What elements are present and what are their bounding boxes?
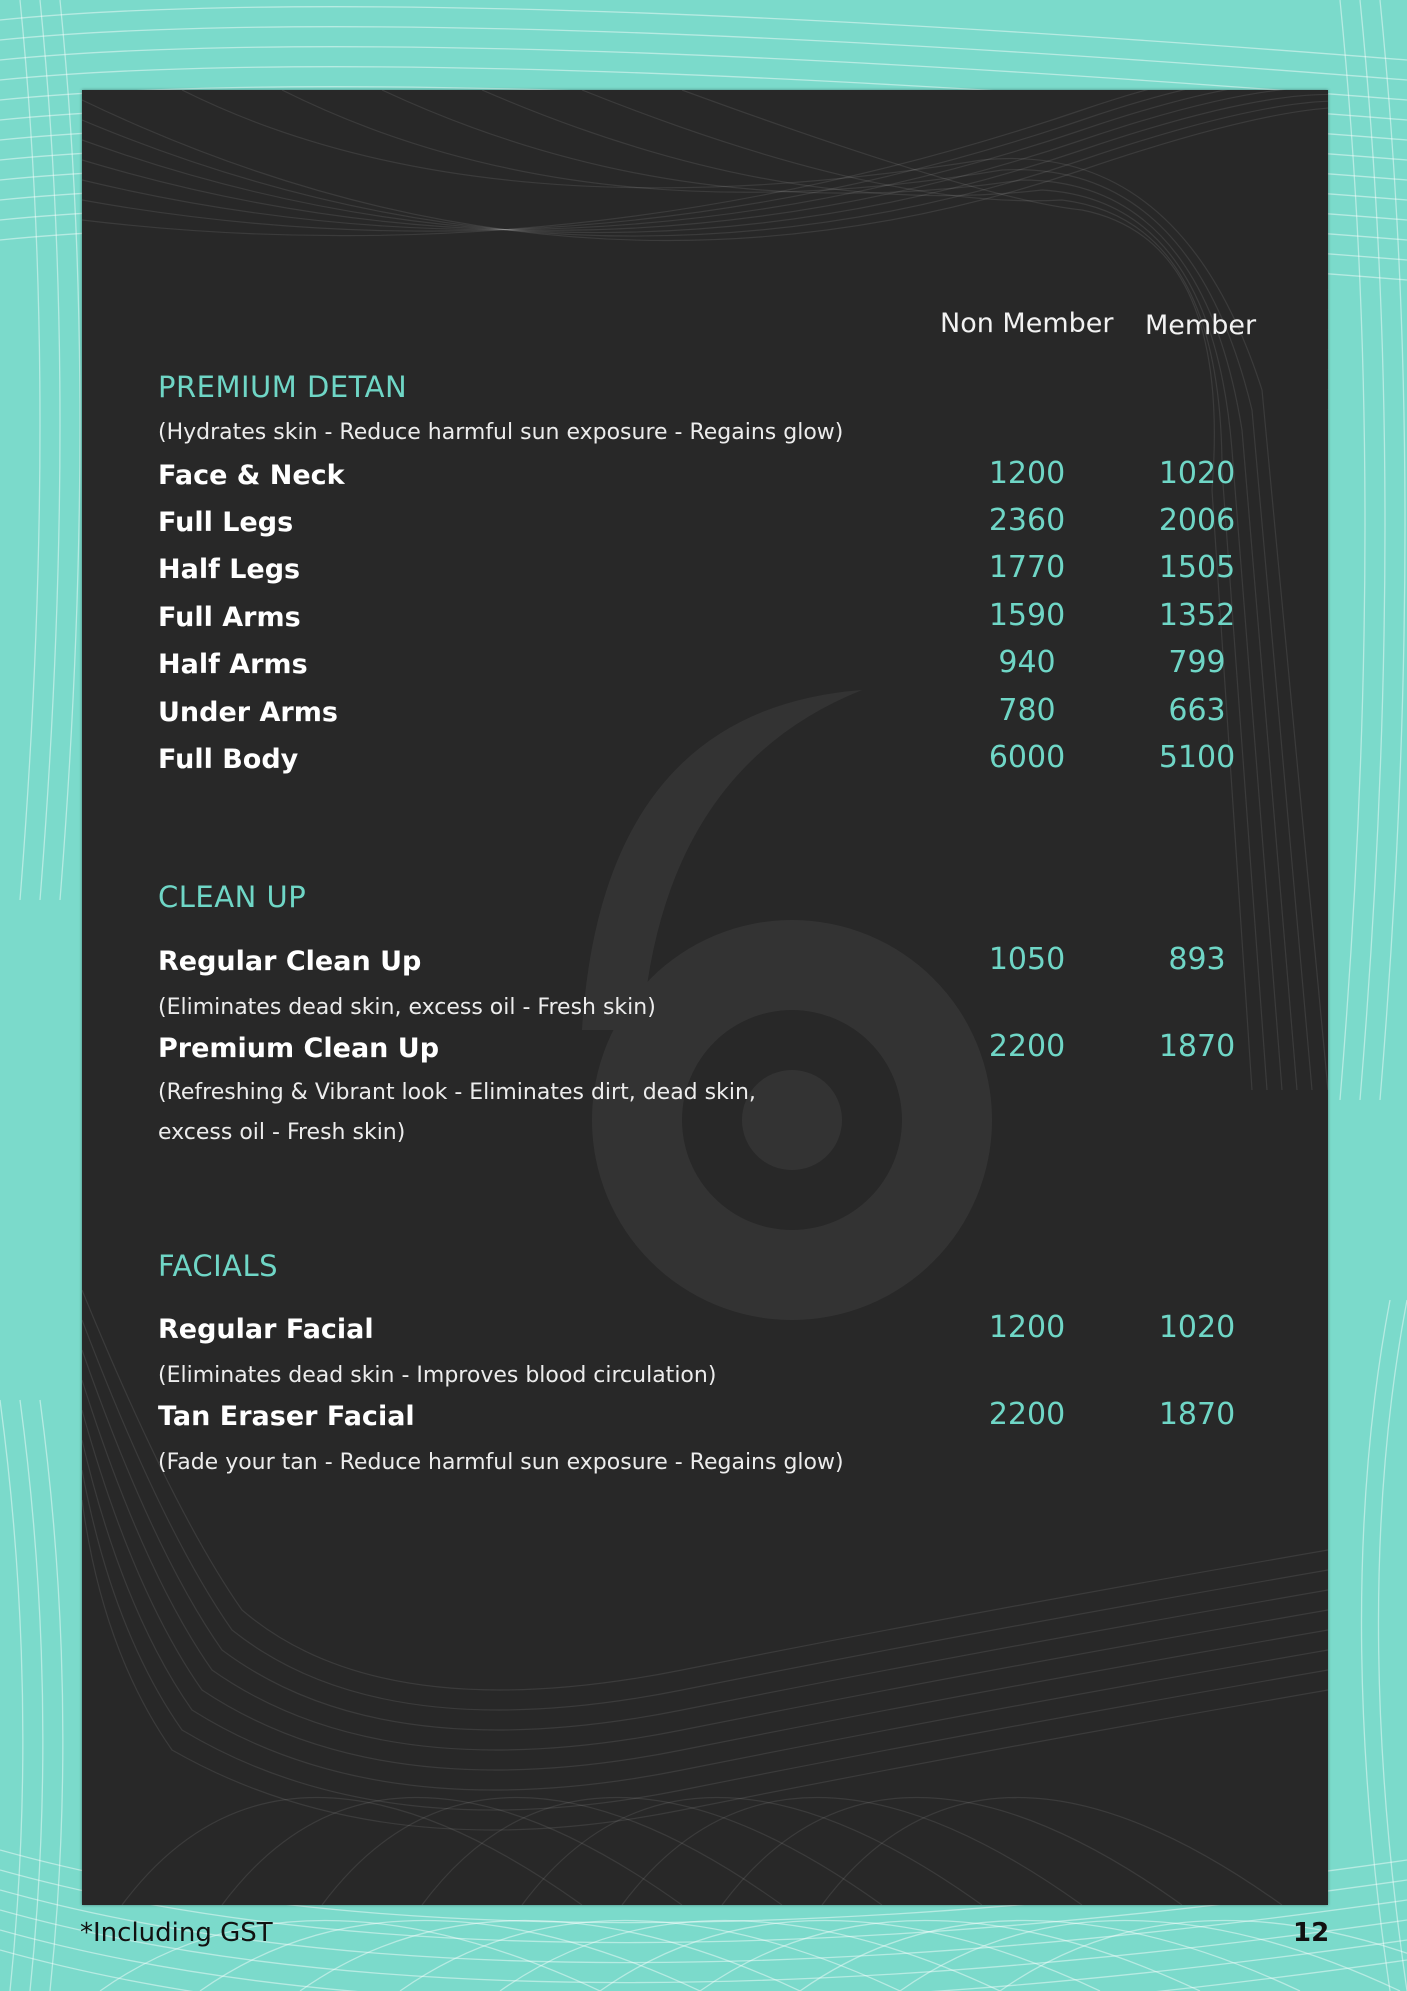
price-non-member: 1590 [988,598,1066,633]
service-name: Face & Neck [158,460,345,491]
service-name: Full Body [158,744,299,775]
service-description: (Fade your tan - Reduce harmful sun exposure - Regains glow) [158,1450,844,1475]
price-member: 1020 [1158,456,1236,491]
price-member: 1352 [1158,598,1236,633]
price-member: 2006 [1158,503,1236,538]
price-panel [82,90,1328,1905]
section-title-premium-detan: PREMIUM DETAN [158,370,408,404]
price-non-member: 1200 [988,456,1066,491]
service-description: excess oil - Fresh skin) [158,1120,406,1145]
price-non-member: 2360 [988,503,1066,538]
price-member: 663 [1168,693,1226,728]
service-description: (Eliminates dead skin, excess oil - Fresh skin) [158,995,656,1020]
price-non-member: 2200 [988,1029,1066,1064]
service-name: Regular Clean Up [158,946,422,977]
section-description: (Hydrates skin - Reduce harmful sun exposure - Regains glow) [158,420,844,445]
price-member: 1870 [1158,1397,1236,1432]
column-header-member: Member [1145,310,1257,341]
footer-note: *Including GST [80,1918,273,1948]
service-name: Half Legs [158,554,301,585]
section-title-clean-up: CLEAN UP [158,880,307,914]
price-non-member: 6000 [988,740,1066,775]
price-non-member: 1050 [988,942,1066,977]
price-member: 1870 [1158,1029,1236,1064]
service-name: Premium Clean Up [158,1033,440,1064]
service-name: Half Arms [158,649,308,680]
price-non-member: 1200 [988,1310,1066,1345]
page-number: 12 [1293,1918,1330,1948]
price-non-member: 780 [998,693,1056,728]
service-name: Full Legs [158,507,294,538]
price-member: 5100 [1158,740,1236,775]
service-name: Tan Eraser Facial [158,1401,415,1432]
price-member: 1505 [1158,550,1236,585]
price-non-member: 1770 [988,550,1066,585]
price-member: 799 [1168,645,1226,680]
price-member: 1020 [1158,1310,1236,1345]
service-name: Regular Facial [158,1314,374,1345]
column-header-non-member: Non Member [940,308,1114,339]
price-non-member: 2200 [988,1397,1066,1432]
service-name: Full Arms [158,602,301,633]
price-list [82,90,1328,1905]
price-member: 893 [1168,942,1226,977]
price-non-member: 940 [998,645,1056,680]
section-title-facials: FACIALS [158,1249,279,1283]
service-description: (Refreshing & Vibrant look - Eliminates dirt, dead skin, [158,1080,756,1105]
service-name: Under Arms [158,697,338,728]
service-description: (Eliminates dead skin - Improves blood circulation) [158,1363,717,1388]
